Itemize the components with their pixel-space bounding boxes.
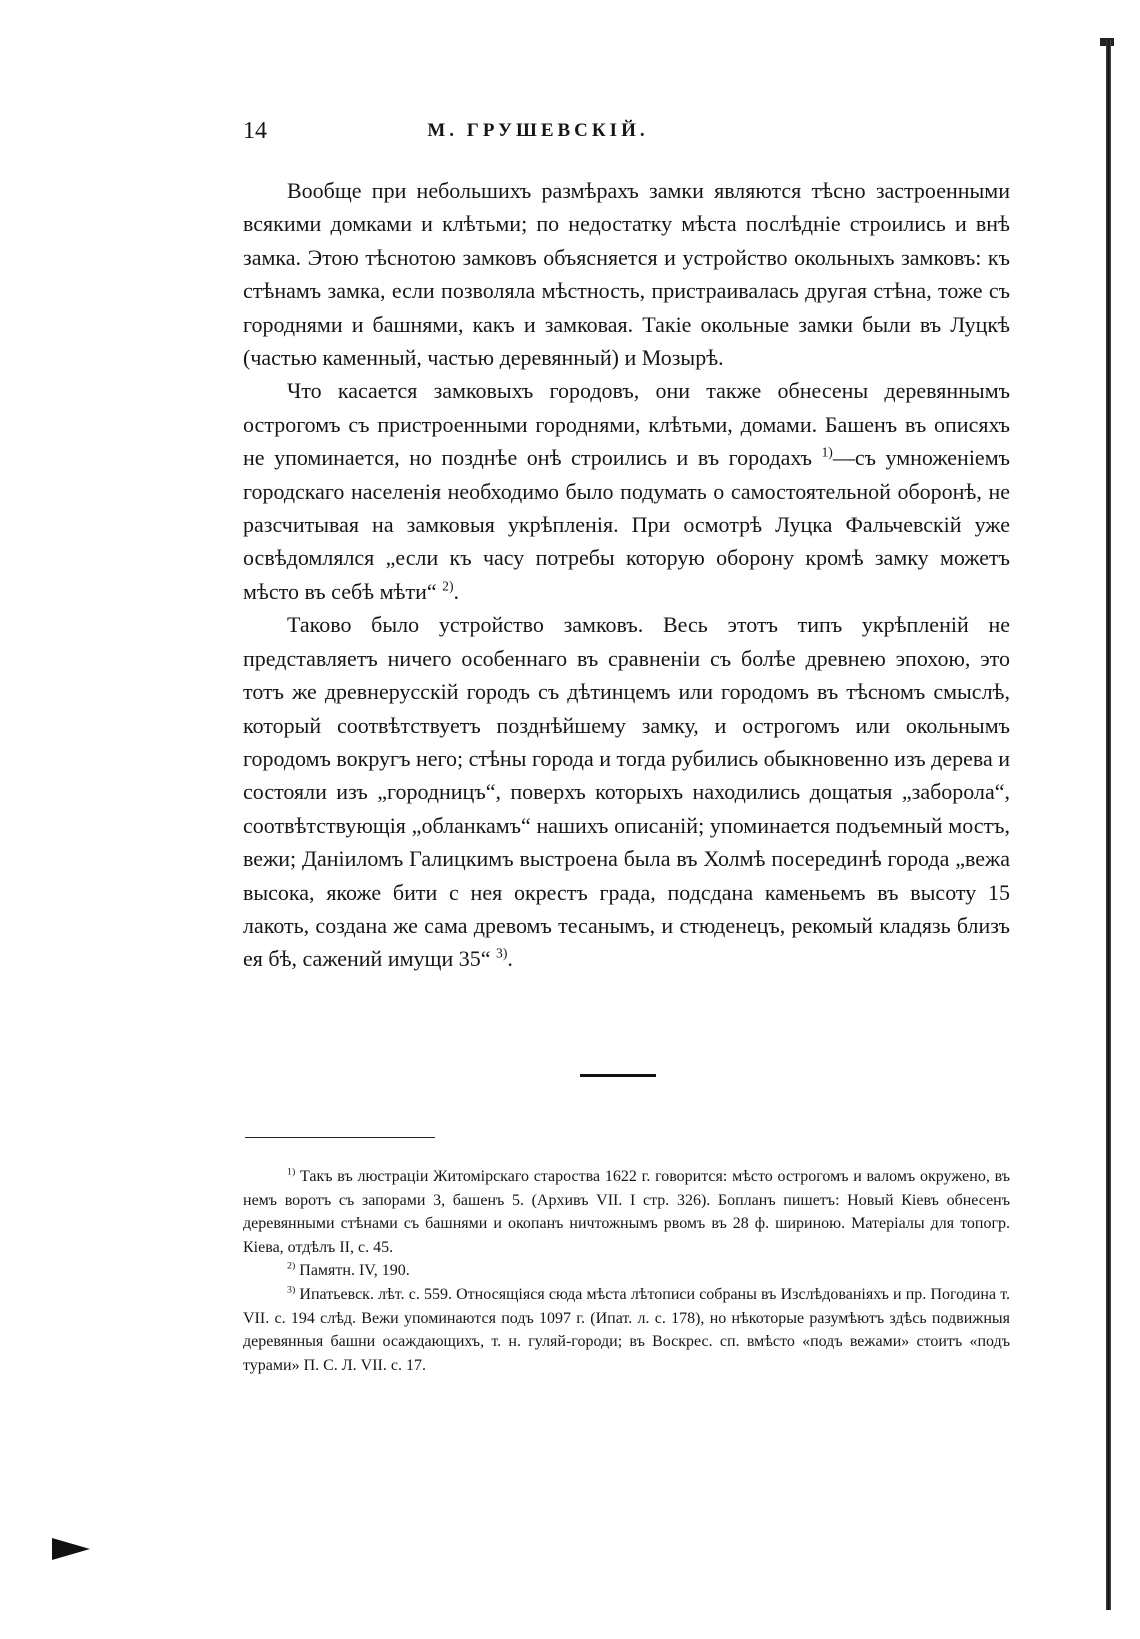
running-head-author: М. ГРУШЕВСКІЙ. <box>427 120 649 141</box>
footnote-separator <box>245 1137 435 1138</box>
footnote-2 <box>243 1259 1010 1283</box>
footnote-marker-2: 2) <box>287 1261 296 1273</box>
paragraph-2-text-c: . <box>453 578 459 604</box>
page-number: 14 <box>243 118 267 144</box>
footnote-1 <box>243 1165 1010 1259</box>
paragraph-1 <box>243 174 1010 374</box>
footnote-3 <box>243 1283 1010 1377</box>
paragraph-2-text-a: Что касается замковыхъ городовъ, они также обнесены деревяннымъ острогомъ съ пристроенными городнями, клѣтьми, домами. Башенъ въ описяхъ не упоминается, но позднѣе онѣ строились и въ городахъ <box>243 378 1010 471</box>
footnote-marker-3: 3) <box>287 1284 296 1296</box>
scan-corner-arrow-icon <box>52 1538 90 1560</box>
footnote-marker-1: 1) <box>287 1166 296 1178</box>
section-divider <box>580 1074 656 1077</box>
footnote-1-text: Такъ въ люстраціи Житомірскаго староства 1622 г. говорится: мѣсто острогомъ и валомъ окружено, въ немъ воротъ съ запорами 3, башенъ 5. (Архивъ VII. I стр. 326). Бопланъ пишетъ: Новый Кіевъ обнесенъ деревянными стѣнами съ башнями и окопанъ ничтожнымъ рвомъ въ 28 ф. шириною. Матеріалы для топогр. Кіева, отдѣлъ II, с. 45. <box>243 1168 1011 1256</box>
footnote-ref-2[interactable]: 2) <box>442 578 454 594</box>
footnote-ref-1[interactable]: 1) <box>821 444 833 460</box>
paragraph-3-text-end: . <box>507 946 513 972</box>
paragraph-2 <box>243 374 1010 608</box>
paragraph-3 <box>243 608 1010 975</box>
body-text <box>243 174 1010 976</box>
footnote-3-text: Ипатьевск. лѣт. с. 559. Относящіяся сюда мѣста лѣтописи собраны въ Изслѣдованіяхъ и пр. Погодина т. VII. с. 194 слѣд. Вежи упоминаются подъ 1097 г. (Ипат. л. с. 178), но нѣкоторые разумѣютъ здѣсь подвижныя деревянныя башни осаждающихъ, т. н. гуляй-городи; въ Воскрес. сп. вмѣсто «подъ вежами» стоитъ «подъ турами» П. С. Л. VII. с. 17. <box>243 1285 1011 1374</box>
paragraph-1-text: Вообще при небольшихъ размѣрахъ замки являются тѣсно застроенными всякими домками и клѣтьми; по недостатку мѣста послѣдніе строились и внѣ замка. Этою тѣснотою замковъ объясняется и устройство окольныхъ замковъ: къ стѣнамъ замка, если позволяла мѣстность, пристраивалась другая стѣна, тоже съ городнями и башнями, какъ и замковая. Такіе окольные замки были въ Луцкѣ (частью каменный, частью деревянный) и Мозырѣ. <box>243 178 1010 371</box>
footnote-2-text: Памятн. IV, 190. <box>299 1262 410 1280</box>
footnote-ref-3[interactable]: 3) <box>496 946 508 962</box>
footnotes <box>243 1165 1010 1377</box>
running-head <box>243 118 833 148</box>
paragraph-2-text-b: —съ умноженіемъ городскаго населенія необходимо было подумать о самостоятельной оборонѣ, не разсчитывая на замковыя укрѣпленія. При осмотрѣ Луцка Фальчевскій уже освѣдомлялся „если къ часу потребы которую оборону кромѣ замку можетъ мѣсто въ себѣ мѣти“ <box>243 445 1010 604</box>
page-edge-shadow <box>1106 40 1111 1610</box>
paragraph-3-text: Таково было устройство замковъ. Весь этотъ типъ укрѣпленій не представляетъ ничего особеннаго въ сравненіи съ болѣе древнею эпохою, это тотъ же древнерусскій городъ съ дѣтинцемъ или городомъ въ тѣсномъ смыслѣ, который соотвѣтствуетъ позднѣйшему замку, и острогомъ или окольнымъ городомъ вокругъ него; стѣны города и тогда рубились обыкновенно изъ дерева и состояли изъ „городницъ“, поверхъ которыхъ находились дощатыя „заборола“, соотвѣтствующія „обланкамъ“ нашихъ описаній; упоминается подъемный мостъ, вежи; Даніиломъ Галицкимъ выстроена была въ Холмѣ посерединѣ города „вежа высока, якоже бити с нея окрестъ града, подсдана каменьемъ въ высоту 15 лакоть, создана же сама древомъ тесанымъ, и стюденецъ, рекомый кладязь близъ ея бѣ, сажений имущи 35“ <box>243 612 1011 972</box>
